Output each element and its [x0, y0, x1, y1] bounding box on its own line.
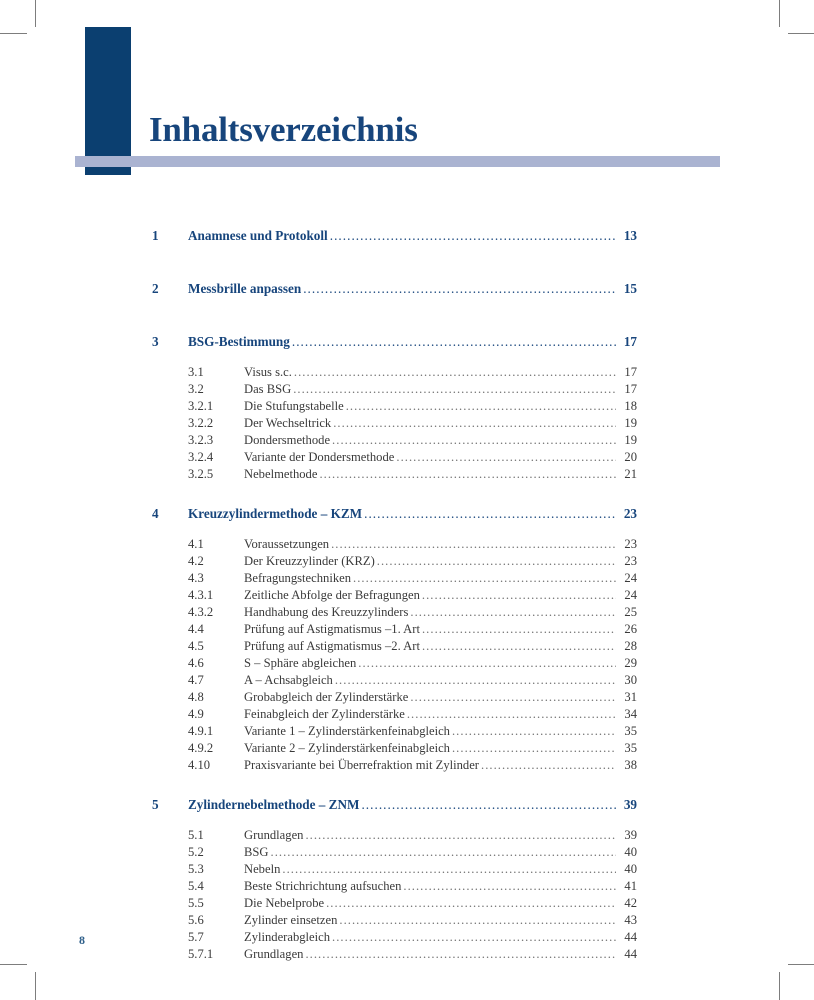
toc-entry-number: 3 — [152, 334, 159, 349]
toc-entry-label: Zeitliche Abfolge der Befragungen — [244, 588, 420, 602]
toc-entry-label: S – Sphäre abgleichen — [244, 656, 357, 670]
toc-entry-label: BSG — [244, 845, 269, 859]
toc-entry-number: 4.6 — [188, 656, 204, 670]
toc-chapter-block — [0, 334, 814, 484]
toc-dot-leader — [422, 588, 616, 603]
toc-entry-page-number: 20 — [624, 450, 637, 464]
toc-section-row[interactable] — [0, 467, 814, 484]
toc-chapter-block — [0, 281, 814, 312]
toc-entry-number: 4.3.1 — [188, 588, 214, 602]
toc-section-row[interactable] — [0, 673, 814, 690]
toc-entry-label: Dondersmethode — [244, 433, 331, 447]
toc-entry-number: 4.3 — [188, 571, 204, 585]
toc-entry-label: Grundlagen — [244, 947, 304, 961]
toc-section-row[interactable] — [0, 656, 814, 673]
toc-entry-page-number: 13 — [623, 228, 637, 243]
toc-entry-label: Zylinderabgleich — [244, 930, 331, 944]
toc-entry-page-number: 39 — [623, 797, 637, 812]
toc-dot-leader — [403, 879, 616, 894]
toc-dot-leader — [410, 690, 616, 705]
toc-section-row[interactable] — [0, 724, 814, 741]
toc-entry-page-number: 17 — [624, 365, 637, 379]
toc-entry-page-number: 19 — [624, 433, 637, 447]
toc-section-row[interactable] — [0, 622, 814, 639]
toc-dot-leader — [332, 930, 616, 945]
toc-dot-leader — [332, 433, 616, 448]
toc-entry-page-number: 24 — [624, 571, 637, 585]
toc-section-row[interactable] — [0, 399, 814, 416]
toc-entry-page-number: 44 — [624, 947, 637, 961]
toc-dot-leader — [346, 399, 616, 414]
toc-dot-leader — [326, 896, 616, 911]
toc-entry-label: Anamnese und Protokoll — [188, 228, 328, 243]
toc-chapter-block — [0, 228, 814, 259]
toc-section-row[interactable] — [0, 913, 814, 930]
toc-dot-leader — [481, 758, 616, 773]
toc-chapter-row[interactable] — [0, 228, 814, 259]
toc-dot-leader — [293, 382, 616, 397]
toc-dot-leader — [422, 639, 616, 654]
crop-mark-top-right-vertical — [779, 0, 780, 27]
toc-entry-label: Grundlagen — [244, 828, 304, 842]
toc-section-row[interactable] — [0, 741, 814, 758]
toc-chapter-block — [0, 797, 814, 964]
toc-entry-number: 3.2.1 — [188, 399, 214, 413]
toc-section-row[interactable] — [0, 537, 814, 554]
toc-entry-number: 2 — [152, 281, 159, 296]
page-number-folio: 8 — [79, 933, 85, 947]
toc-entry-number: 3.2 — [188, 382, 204, 396]
toc-chapter-block — [0, 506, 814, 775]
toc-entry-number: 4.4 — [188, 622, 204, 636]
toc-entry-label: Variante der Dondersmethode — [244, 450, 395, 464]
toc-entry-page-number: 40 — [624, 862, 637, 876]
toc-entry-number: 5.5 — [188, 896, 204, 910]
toc-entry-number: 4.1 — [188, 537, 204, 551]
toc-entry-page-number: 30 — [624, 673, 637, 687]
toc-entry-number: 4.2 — [188, 554, 204, 568]
toc-entry-number: 4.7 — [188, 673, 204, 687]
crop-mark-bottom-left-vertical — [35, 972, 36, 1000]
toc-entry-label: Das BSG — [244, 382, 292, 396]
toc-dot-leader — [407, 707, 616, 722]
toc-entry-label: Prüfung auf Astigmatismus –1. Art — [244, 622, 420, 636]
toc-dot-leader — [339, 913, 616, 928]
toc-entry-label: A – Achsabgleich — [244, 673, 333, 687]
toc-dot-leader — [410, 605, 616, 620]
toc-dot-leader — [319, 467, 616, 482]
toc-section-row[interactable] — [0, 758, 814, 775]
toc-section-row[interactable] — [0, 862, 814, 879]
toc-entry-number: 5.6 — [188, 913, 204, 927]
toc-section-row[interactable] — [0, 450, 814, 467]
toc-entry-page-number: 42 — [624, 896, 637, 910]
toc-entry-label: Praxisvariante bei Überrefraktion mit Zylinder — [244, 758, 480, 772]
toc-dot-leader — [305, 947, 616, 962]
toc-section-row[interactable] — [0, 930, 814, 947]
toc-entry-label: Die Stufungstabelle — [244, 399, 344, 413]
toc-entry-page-number: 31 — [624, 690, 637, 704]
toc-entry-number: 4.10 — [188, 758, 211, 772]
toc-section-row[interactable] — [0, 588, 814, 605]
crop-mark-top-left-horizontal — [0, 33, 27, 34]
toc-entry-label: Befragungstechniken — [244, 571, 352, 585]
toc-entry-label: Zylindernebelmethode – ZNM — [188, 797, 360, 812]
toc-entry-number: 5 — [152, 797, 159, 812]
toc-entry-page-number: 19 — [624, 416, 637, 430]
toc-entry-page-number: 24 — [624, 588, 637, 602]
toc-dot-leader — [333, 416, 616, 431]
toc-section-row[interactable] — [0, 845, 814, 862]
toc-entry-number: 4.9 — [188, 707, 204, 721]
toc-entry-number: 4.8 — [188, 690, 204, 704]
toc-section-row[interactable] — [0, 571, 814, 588]
toc-entry-number: 3.2.5 — [188, 467, 214, 481]
toc-entry-page-number: 35 — [624, 724, 637, 738]
toc-entry-label: Der Wechseltrick — [244, 416, 332, 430]
toc-entry-number: 5.2 — [188, 845, 204, 859]
toc-entry-label: Visus s.c. — [244, 365, 292, 379]
toc-entry-page-number: 18 — [624, 399, 637, 413]
toc-entry-page-number: 26 — [624, 622, 637, 636]
toc-entry-page-number: 23 — [624, 554, 637, 568]
toc-entry-page-number: 43 — [624, 913, 637, 927]
toc-dot-leader — [303, 281, 616, 297]
toc-dot-leader — [377, 554, 616, 569]
toc-entry-number: 3.2.3 — [188, 433, 214, 447]
toc-dot-leader — [330, 228, 616, 244]
toc-entry-page-number: 23 — [624, 537, 637, 551]
toc-dot-leader — [335, 673, 616, 688]
toc-dot-leader — [292, 334, 616, 350]
toc-entry-label: Voraussetzungen — [244, 537, 330, 551]
crop-mark-bottom-left-horizontal — [0, 964, 27, 965]
toc-chapter-row[interactable] — [0, 506, 814, 537]
toc-entry-number: 4.9.2 — [188, 741, 214, 755]
toc-section-row[interactable] — [0, 433, 814, 450]
toc-entry-label: Feinabgleich der Zylinderstärke — [244, 707, 405, 721]
table-of-contents — [0, 228, 814, 964]
page-title: Inhaltsverzeichnis — [149, 110, 418, 149]
toc-dot-leader — [358, 656, 616, 671]
toc-entry-page-number: 40 — [624, 845, 637, 859]
toc-entry-page-number: 38 — [624, 758, 637, 772]
toc-entry-label: Die Nebelprobe — [244, 896, 325, 910]
toc-entry-label: Prüfung auf Astigmatismus –2. Art — [244, 639, 420, 653]
toc-entry-number: 3.2.2 — [188, 416, 214, 430]
toc-dot-leader — [331, 537, 616, 552]
toc-entry-page-number: 17 — [623, 334, 637, 349]
toc-dot-leader — [282, 862, 616, 877]
toc-section-row[interactable] — [0, 690, 814, 707]
toc-entry-page-number: 21 — [624, 467, 637, 481]
toc-dot-leader — [271, 845, 617, 860]
crop-mark-top-right-horizontal — [788, 33, 814, 34]
toc-dot-leader — [294, 365, 616, 380]
toc-entry-page-number: 17 — [624, 382, 637, 396]
toc-dot-leader — [452, 741, 616, 756]
toc-entry-number: 5.7.1 — [188, 947, 214, 961]
crop-mark-bottom-right-horizontal — [788, 964, 814, 965]
toc-entry-number: 3.2.4 — [188, 450, 214, 464]
toc-section-row[interactable] — [0, 382, 814, 399]
crop-mark-top-left-vertical — [35, 0, 36, 27]
toc-section-row[interactable] — [0, 365, 814, 382]
toc-entry-number: 4.9.1 — [188, 724, 214, 738]
toc-dot-leader — [353, 571, 616, 586]
toc-entry-number: 1 — [152, 228, 159, 243]
toc-dot-leader — [422, 622, 616, 637]
toc-section-row[interactable] — [0, 896, 814, 913]
toc-entry-page-number: 44 — [624, 930, 637, 944]
toc-entry-label: Nebelmethode — [244, 467, 318, 481]
crop-mark-bottom-right-vertical — [779, 972, 780, 1000]
toc-entry-number: 3.1 — [188, 365, 204, 379]
toc-entry-label: Grobabgleich der Zylinderstärke — [244, 690, 409, 704]
toc-entry-number: 5.4 — [188, 879, 204, 893]
toc-section-row[interactable] — [0, 416, 814, 433]
toc-entry-label: Beste Strichrichtung aufsuchen — [244, 879, 402, 893]
toc-entry-label: Der Kreuzzylinder (KRZ) — [244, 554, 375, 568]
toc-entry-page-number: 29 — [624, 656, 637, 670]
toc-entry-label: Zylinder einsetzen — [244, 913, 338, 927]
toc-section-row[interactable] — [0, 707, 814, 724]
toc-entry-label: BSG-Bestimmung — [188, 334, 290, 349]
toc-entry-label: Variante 1 – Zylinderstärkenfeinabgleich — [244, 724, 450, 738]
toc-entry-page-number: 39 — [624, 828, 637, 842]
toc-dot-leader — [452, 724, 616, 739]
toc-section-row[interactable] — [0, 639, 814, 656]
toc-section-row[interactable] — [0, 947, 814, 964]
toc-section-row[interactable] — [0, 605, 814, 622]
toc-entry-number: 5.7 — [188, 930, 204, 944]
toc-section-row[interactable] — [0, 554, 814, 571]
toc-dot-leader — [396, 450, 616, 465]
toc-chapter-row[interactable] — [0, 334, 814, 365]
toc-entry-label: Messbrille anpassen — [188, 281, 302, 296]
toc-section-row[interactable] — [0, 828, 814, 845]
toc-chapter-row[interactable] — [0, 797, 814, 828]
toc-entry-number: 4.5 — [188, 639, 204, 653]
header-rule — [75, 156, 720, 167]
toc-entry-label: Kreuzzylindermethode – KZM — [188, 506, 363, 521]
toc-section-row[interactable] — [0, 879, 814, 896]
toc-dot-leader — [364, 506, 616, 522]
toc-chapter-row[interactable] — [0, 281, 814, 312]
toc-entry-number: 5.1 — [188, 828, 204, 842]
header-accent-block — [85, 27, 131, 175]
toc-entry-page-number: 34 — [624, 707, 637, 721]
toc-entry-page-number: 28 — [624, 639, 637, 653]
toc-entry-number: 4 — [152, 506, 159, 521]
toc-entry-page-number: 23 — [623, 506, 637, 521]
toc-entry-label: Nebeln — [244, 862, 281, 876]
toc-entry-label: Variante 2 – Zylinderstärkenfeinabgleich — [244, 741, 450, 755]
toc-dot-leader — [305, 828, 616, 843]
toc-entry-number: 4.3.2 — [188, 605, 214, 619]
toc-entry-page-number: 25 — [624, 605, 637, 619]
toc-dot-leader — [361, 797, 616, 813]
toc-entry-page-number: 35 — [624, 741, 637, 755]
toc-entry-page-number: 15 — [623, 281, 637, 296]
toc-entry-label: Handhabung des Kreuzzylinders — [244, 605, 409, 619]
toc-entry-number: 5.3 — [188, 862, 204, 876]
toc-entry-page-number: 41 — [624, 879, 637, 893]
